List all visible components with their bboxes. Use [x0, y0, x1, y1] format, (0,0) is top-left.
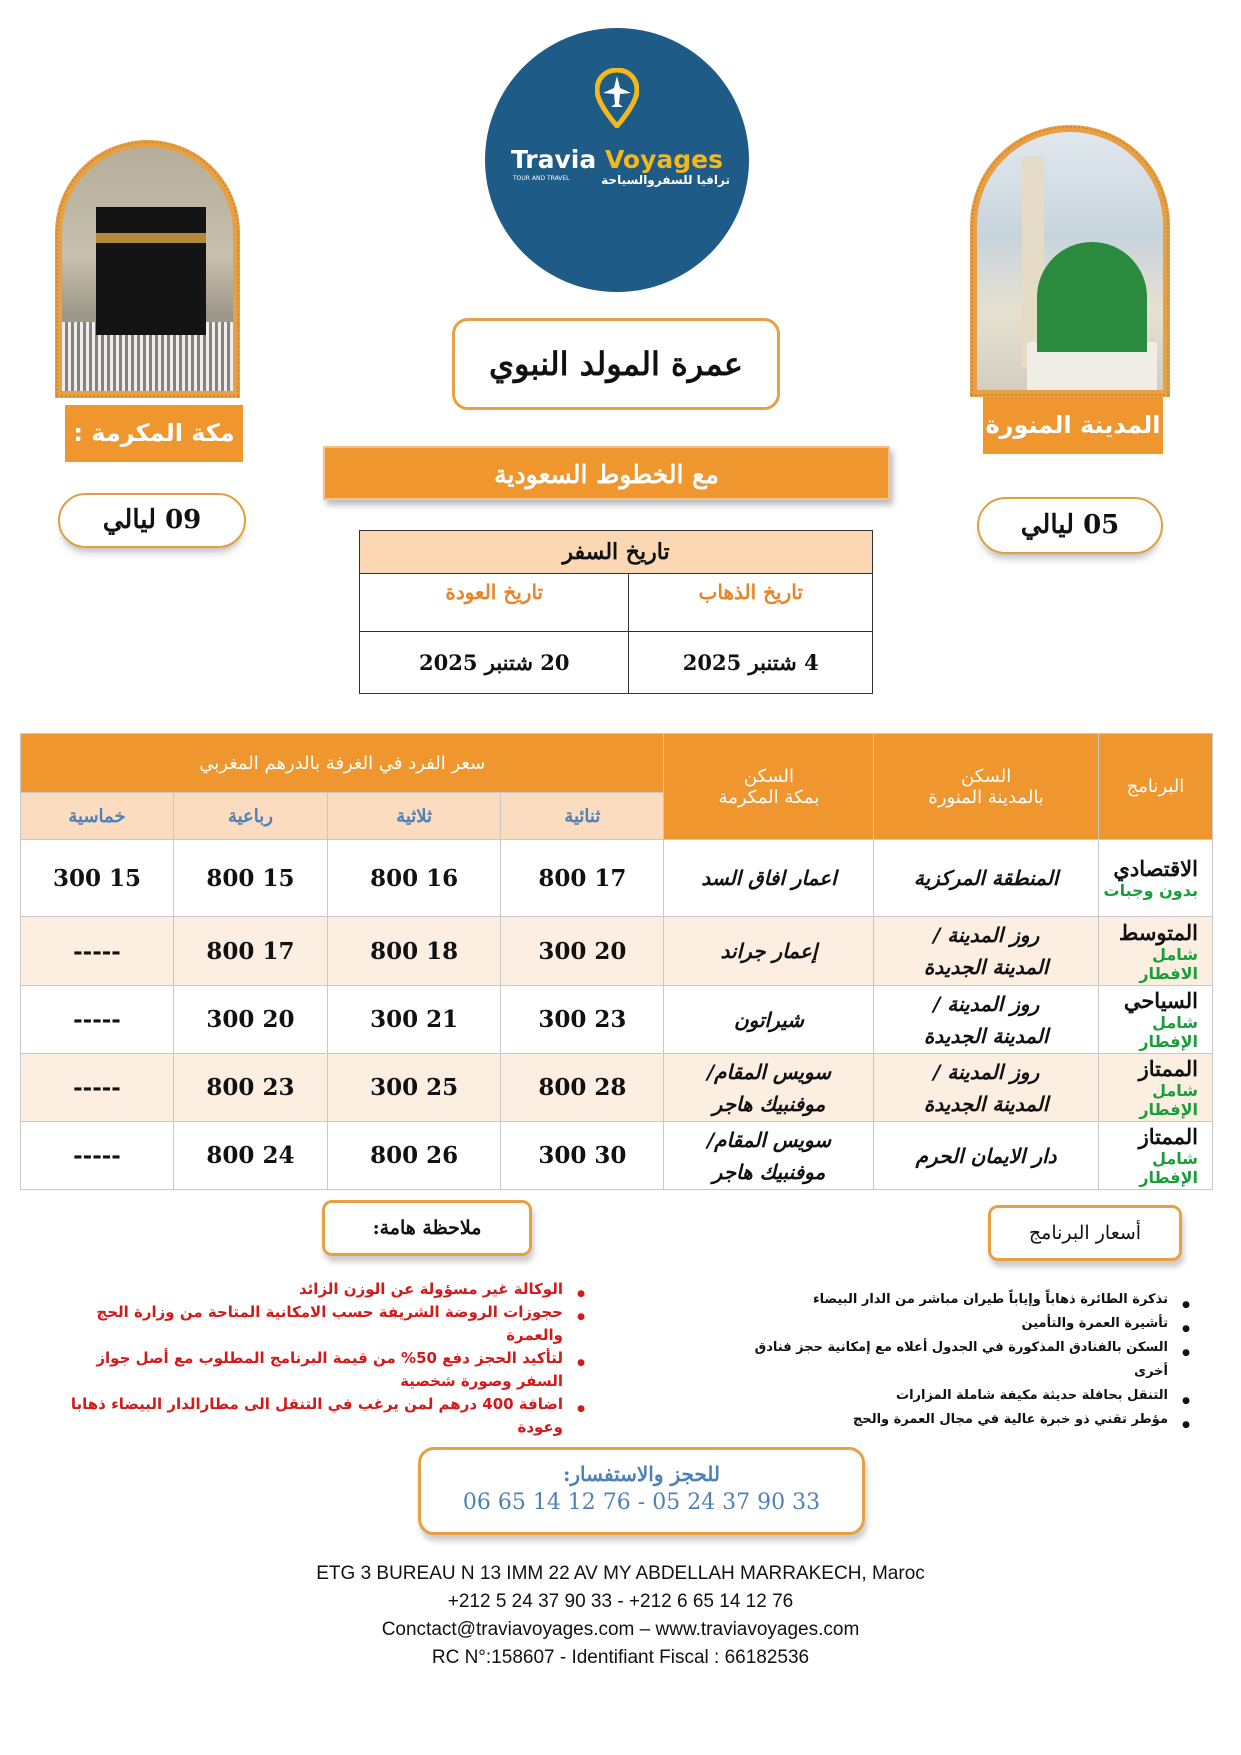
madinah-hotel-cell: روز المدينة / المدينة الجديدة	[874, 1054, 1098, 1122]
footer-address: ETG 3 BUREAU N 13 IMM 22 AV MY ABDELLAH MARRAKECH, Maroc	[316, 1563, 925, 1584]
program-cell: الممتاز شامل الإفطار	[1098, 1054, 1212, 1122]
list-item: ● لتأكيد الحجز دفع 50% من قيمة البرنامج المطلوب مع أصل جواز السفر وصورة شخصية	[55, 1347, 585, 1393]
price-double: 17 800	[501, 840, 664, 917]
price-triple: 18 800	[327, 917, 500, 986]
price-double: 30 300	[501, 1122, 664, 1190]
travel-dates-header: تاريخ السفر	[360, 531, 873, 574]
location-pin-plane-icon	[595, 68, 639, 128]
header-program: البرنامج	[1098, 734, 1212, 840]
price-double: 20 300	[501, 917, 664, 986]
price-quint: -----	[21, 986, 174, 1054]
makkah-nights: 09 ليالي	[58, 493, 246, 548]
price-double: 28 800	[501, 1054, 664, 1122]
table-row	[21, 986, 1213, 1054]
header-price-group: سعر الفرد في الغرفة بالدرهم المغربي	[21, 734, 664, 793]
booking-contact-box	[418, 1447, 865, 1535]
logo-tagline: TOUR AND TRAVEL	[513, 175, 570, 182]
price-quint: -----	[21, 1054, 174, 1122]
madinah-nights: 05 ليالي	[977, 497, 1163, 554]
footer-email-web[interactable]: Conctact@traviavoyages.com – www.traviavoyages.com	[381, 1619, 860, 1640]
price-table	[20, 733, 1213, 1190]
footer-registry: RC N°:158607 - Identifiant Fiscal : 66182536	[431, 1647, 810, 1668]
notes-list	[55, 1278, 585, 1439]
program-prices-box: أسعار البرنامج	[988, 1205, 1182, 1261]
price-triple: 25 300	[327, 1054, 500, 1122]
price-double: 23 300	[501, 986, 664, 1054]
price-quad: 20 300	[173, 986, 327, 1054]
logo-arabic-name: ترافيا للسفروالسياحة	[601, 173, 730, 187]
list-item: ● حجوزات الروضة الشريفة حسب الامكانية المتاحة من وزارة الحج والعمرة	[55, 1301, 585, 1347]
makkah-label: مكة المكرمة :	[65, 405, 243, 462]
footer-phones[interactable]: +212 5 24 37 90 33 - +212 6 65 14 12 76	[447, 1591, 794, 1612]
kaaba-band	[96, 233, 206, 243]
price-quad: 23 800	[173, 1054, 327, 1122]
list-item: ● مؤطر تقني ذو خبرة عالية في مجال العمرة والحج	[720, 1408, 1190, 1432]
program-cell: السياحي شامل الإفطار	[1098, 986, 1212, 1054]
price-triple: 21 300	[327, 986, 500, 1054]
table-row	[21, 917, 1213, 986]
departure-date-value: 4 شتنبر 2025	[629, 632, 873, 694]
airline-banner: مع الخطوط السعودية	[323, 446, 890, 500]
header-quad: رباعية	[173, 793, 327, 840]
table-row	[21, 840, 1213, 917]
list-item: ● السكن بالفنادق المذكورة في الجدول أعلاه مع إمكانية حجز فنادق أخرى	[720, 1336, 1190, 1384]
price-quad: 17 800	[173, 917, 327, 986]
list-item: ● اضافة 400 درهم لمن يرغب في التنقل الى مطارالدار البيضاء ذهابا وعودة	[55, 1393, 585, 1439]
departure-date-label: تاريخ الذهاب	[629, 574, 873, 632]
list-item: ● التنقل بحافلة حديثة مكيفة شاملة المزارات	[720, 1384, 1190, 1408]
price-quint: -----	[21, 917, 174, 986]
price-triple: 26 800	[327, 1122, 500, 1190]
table-row	[21, 1122, 1213, 1190]
header-madinah-hotel: السكن بالمدينة المنورة	[874, 734, 1098, 840]
price-quad: 15 800	[173, 840, 327, 917]
madinah-photo	[970, 125, 1170, 397]
program-cell: الممتاز شامل الإفطار	[1098, 1122, 1212, 1190]
madinah-hotel-cell: روز المدينة / المدينة الجديدة	[874, 917, 1098, 986]
makkah-hotel-cell: شيراتون	[664, 986, 874, 1054]
makkah-hotel-cell: سويس المقام/ موفنبيك هاجر	[664, 1122, 874, 1190]
return-date-label: تاريخ العودة	[360, 574, 629, 632]
booking-phones[interactable]: 06 65 14 12 76 - 05 24 37 90 33	[462, 1490, 821, 1515]
price-quint: -----	[21, 1122, 174, 1190]
madinah-label: المدينة المنورة :	[983, 397, 1163, 454]
important-note-box: ملاحظة هامة:	[322, 1200, 532, 1256]
program-cell: الاقتصادي بدون وجبات	[1098, 840, 1212, 917]
makkah-hotel-cell: سويس المقام/ موفنبيك هاجر	[664, 1054, 874, 1122]
table-row	[21, 1054, 1213, 1122]
list-item: ● تأشيرة العمرة والتأمين	[720, 1312, 1190, 1336]
header-triple: ثلاثية	[327, 793, 500, 840]
price-quint: 15 300	[21, 840, 174, 917]
page-title: عمرة المولد النبوي	[452, 318, 780, 410]
footer	[0, 1560, 1241, 1672]
kaaba-illustration	[96, 207, 206, 335]
list-item: ● تذكرة الطائرة ذهاباً وإياباً طيران مباشر من الدار البيضاء	[720, 1288, 1190, 1312]
program-includes-list	[720, 1288, 1190, 1432]
list-item: ● الوكالة غير مسؤولة عن الوزن الزائد	[55, 1278, 585, 1301]
header-makkah-hotel: السكن بمكة المكرمة	[664, 734, 874, 840]
program-cell: المتوسط شامل الافطار	[1098, 917, 1212, 986]
header-quint: خماسية	[21, 793, 174, 840]
makkah-photo	[55, 140, 240, 398]
logo-brand: Travia Voyages	[510, 145, 723, 174]
madinah-hotel-cell: دار الايمان الحرم	[874, 1122, 1098, 1190]
header-double: ثنائية	[501, 793, 664, 840]
price-triple: 16 800	[327, 840, 500, 917]
green-dome-illustration	[1037, 242, 1147, 352]
makkah-hotel-cell: إعمار جراند	[664, 917, 874, 986]
makkah-hotel-cell: اعمار افاق السد	[664, 840, 874, 917]
return-date-value: 20 شتنبر 2025	[360, 632, 629, 694]
booking-title: للحجز والاستفسار:	[562, 1462, 721, 1486]
madinah-hotel-cell: روز المدينة / المدينة الجديدة	[874, 986, 1098, 1054]
travel-dates-table	[359, 530, 873, 694]
price-quad: 24 800	[173, 1122, 327, 1190]
madinah-hotel-cell: المنطقة المركزية	[874, 840, 1098, 917]
